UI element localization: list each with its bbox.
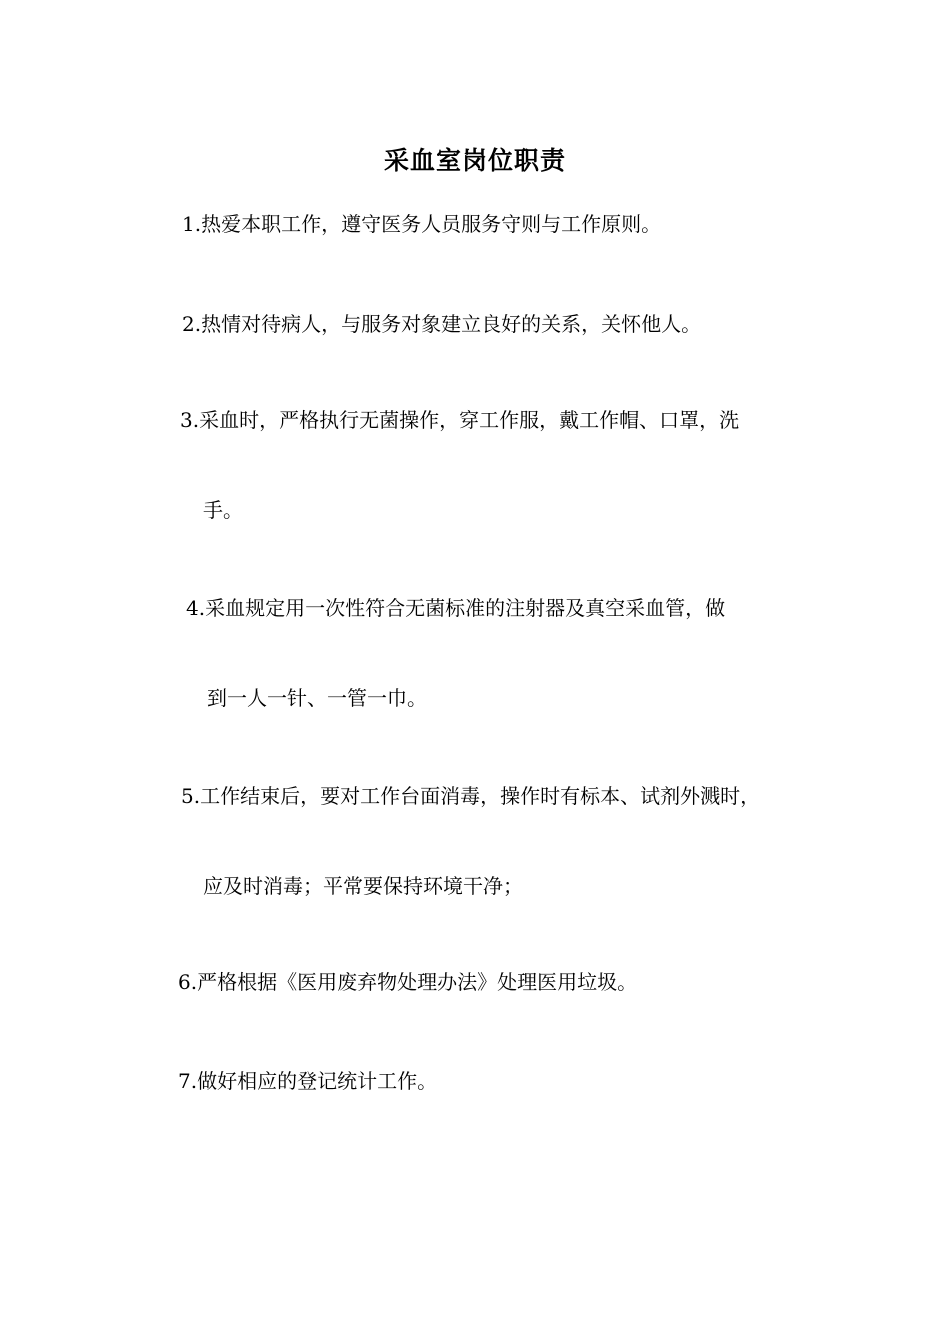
duty-item-4-continuation: 到一人一针、一管一巾。: [207, 686, 427, 710]
duty-item-7: 7.做好相应的登记统计工作。: [178, 1069, 438, 1093]
duty-item-3: 3.采血时，严格执行无菌操作，穿工作服，戴工作帽、口罩，洗: [180, 408, 740, 432]
duty-item-5: 5.工作结束后，要对工作台面消毒，操作时有标本、试剂外溅时，: [181, 784, 761, 808]
duty-item-6: 6.严格根据《医用废弃物处理办法》处理医用垃圾。: [178, 970, 638, 994]
duty-item-4: 4.采血规定用一次性符合无菌标准的注射器及真空采血管，做: [186, 596, 726, 620]
duty-item-5-continuation: 应及时消毒；平常要保持环境干净；: [203, 874, 523, 898]
duty-item-2: 2.热情对待病人，与服务对象建立良好的关系，关怀他人。: [182, 312, 702, 336]
document-title: 采血室岗位职责: [383, 146, 566, 175]
duty-item-1: 1.热爱本职工作，遵守医务人员服务守则与工作原则。: [182, 212, 662, 236]
duty-item-3-continuation: 手。: [203, 498, 243, 522]
